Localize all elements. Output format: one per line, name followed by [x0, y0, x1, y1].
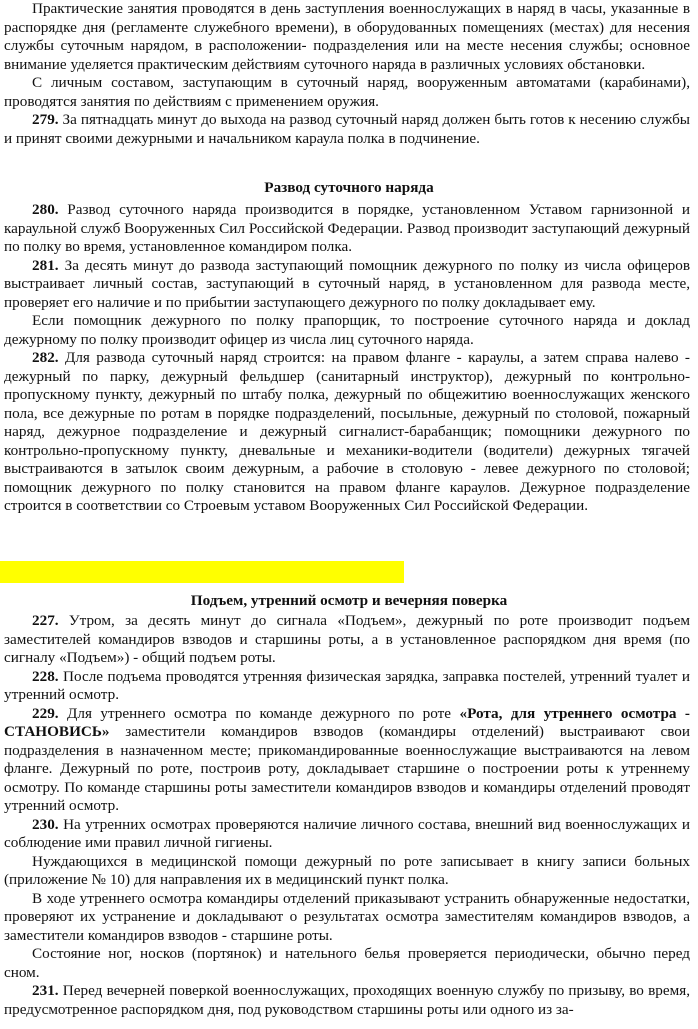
paragraph-text: На утренних осмотрах проверяются наличие личного состава, внешний вид военнослужащих и соблюдение ими правил личной гигиены.	[4, 815, 690, 851]
section-heading-duty-divorce: Развод суточного наряда	[264, 179, 434, 196]
paragraph-text: Развод суточного наряда производится в порядке, установленном Уставом гарнизонной и караульной служб Вооруженных Сил Российской Федерации. Развод производит заступающий дежурный по полку во время, установленное командиром полка.	[4, 201, 690, 255]
item-number: 282.	[32, 349, 59, 366]
paragraph-text: После подъема проводятся утренняя физическая зарядка, заправка постелей, утренний туалет и утренний осмотр.	[4, 667, 690, 703]
paragraph-text: За десять минут до развода заступающий помощник дежурного по полку из числа офицеров выстраивает личный состав, заступающий в суточный наряд, в установленном для развода месте, проверяет его наличие и по прибытии заступающего дежурного по полку докладывает ему.	[4, 256, 690, 311]
paragraph-text: Утром, за десять минут до сигнала «Подъем», дежурный по роте производит подъем заместителей командиров взводов и старшины роты, а в установленное распорядком дня время (по сигналу «Подъем») - общий подъем роты.	[4, 612, 690, 666]
item-number: 227.	[32, 612, 59, 629]
paragraph-229	[4, 705, 690, 816]
section-heading-morning-inspection: Подъем, утренний осмотр и вечерняя поверка	[190, 592, 508, 609]
command-text: «Рота, для утреннего осмотра - СТАНОВИСЬ»	[4, 704, 690, 740]
paragraph-230	[4, 816, 690, 853]
item-number: 281.	[32, 256, 59, 274]
item-number: 231.	[32, 982, 59, 999]
paragraph-text: Перед вечерней поверкой военнослужащих, проходящих военную службу по призыву, во время, предусмотренное распорядком дня, под руководством старшины роты или одного из за-	[4, 982, 690, 1018]
item-number: 230.	[32, 815, 59, 833]
paragraph-230-check: Состояние ног, носков (портянок) и нательного белья проверяется периодически, обычно перед сном.	[4, 945, 690, 981]
paragraph-text: За пятнадцать минут до выхода на развод суточный наряд должен быть готов к несению службы и принят своими дежурными и начальником караула полка в подчинение.	[4, 111, 690, 147]
paragraph-279	[4, 111, 690, 148]
paragraph-armed-personnel: С личным составом, заступающим в суточный наряд, вооруженным автоматами (карабинами), проводятся занятия по действиям с применением оружия.	[4, 74, 690, 110]
paragraph-281	[4, 257, 690, 313]
item-number: 229.	[32, 704, 59, 722]
item-number: 279.	[32, 111, 59, 128]
intro-block	[4, 0, 690, 148]
section2-block	[4, 612, 690, 1019]
paragraph-text: Для утреннего осмотра по команде дежурного по роте	[58, 704, 460, 722]
paragraph-227	[4, 612, 690, 668]
paragraph-230-medical: Нуждающихся в медицинской помощи дежурный по роте записывает в книгу записи больных (приложение № 10) для направления их в медицинский пункт полка.	[4, 852, 690, 888]
paragraph-280	[4, 201, 690, 257]
paragraph-practical-classes: Практические занятия проводятся в день заступления военнослужащих в наряд в часы, указанные в распорядке дня (регламенте служебного времени), в оборудованных помещениях (местах) для несения службы суточным нарядом, в расположении- подразделения или на месте несения службы; основное внимание уделяется практическим действиям суточного наряда в различных условиях обстановки.	[4, 0, 690, 73]
paragraph-231	[4, 982, 690, 1019]
item-number: 228.	[32, 667, 59, 685]
paragraph-230-inspection: В ходе утреннего осмотра командиры отделений приказывают устранить обнаруженные недостатки, проверяют их устранение и докладывают о результатах осмотра заместителям командиров взводов, а заместители командиров взводов - старшине роты.	[4, 889, 690, 944]
paragraph-281-note: Если помощник дежурного по полку прапорщик, то построение суточного наряда и доклад дежурному по полку производит офицер из числа лиц суточного наряда.	[4, 312, 690, 348]
item-number: 280.	[32, 201, 59, 218]
paragraph-text: Для развода суточный наряд строится: на правом фланге - караулы, а затем справа налево - дежурный по парку, дежурный фельдшер (санитарный инструктор), дежурный по контрольно-пропускному пункту, дежурный по штабу полка, дежурный по общежитию военнослужащих женского пола, все дежурные по ротам в порядке подразделений, посыльные, дежурный по столовой, пожарный наряд, дежурное подразделение и дежурный сигналист-барабанщик; помощники дежурного по контрольно-пропускному пункту, дневальные и механики-водители (водители) дежурных тягачей выстраиваются в затылок своим дежурным, а рабочие в столовую - левее дежурного по столовой; помощник дежурного по полку становится на правом фланге караулов. Дежурное подразделение строится в соответствии со Строевым уставом Вооруженных Сил Российской Федерации.	[4, 349, 690, 514]
paragraph-228	[4, 668, 690, 705]
highlight-marker	[0, 561, 404, 583]
paragraph-282	[4, 349, 690, 516]
section1-block	[4, 201, 690, 516]
paragraph-text: заместители командиров взводов (командиры отделений) выстраивают свои подразделения в назначенном месте; прикомандированные военнослужащие выстраиваются на левом фланге. Дежурный по роте, построив роту, докладывает старшине о построении роты к утреннему осмотру. По команде старшины роты заместители командиров взводов и командиры отделений проводят утренний осмотр.	[4, 723, 690, 814]
